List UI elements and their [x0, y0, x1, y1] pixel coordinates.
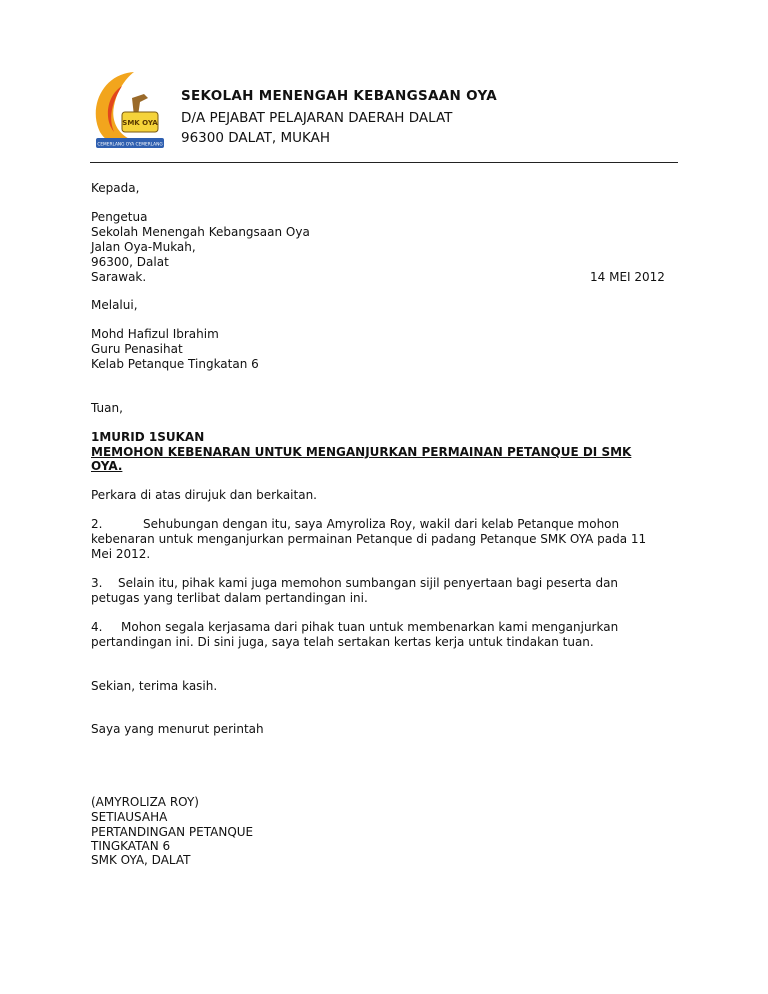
paragraph-number: 3.: [91, 576, 103, 590]
paragraph-4: [91, 620, 618, 635]
school-name: SEKOLAH MENENGAH KEBANGSAAN OYA: [181, 88, 497, 104]
paragraph-2: [91, 517, 619, 532]
subject-tag: 1MURID 1SUKAN: [91, 430, 205, 444]
letter-date: 14 MEI 2012: [590, 270, 665, 284]
signature-line: SETIAUSAHA: [91, 810, 168, 824]
via-line: Mohd Hafizul Ibrahim: [91, 327, 219, 341]
greeting: Tuan,: [91, 401, 123, 415]
signature-line: (AMYROLIZA ROY): [91, 795, 199, 809]
paragraph-number: 4.: [91, 620, 103, 634]
paragraph-number: 2.: [91, 517, 103, 531]
recipient-salutation: Kepada,: [91, 181, 140, 195]
school-address-line1: D/A PEJABAT PELAJARAN DAERAH DALAT: [181, 110, 453, 126]
body-intro: Perkara di atas dirujuk dan berkaitan.: [91, 488, 317, 502]
signature-line: TINGKATAN 6: [91, 839, 171, 853]
paragraph-2-cont: kebenaran untuk menganjurkan permainan Petanque di padang Petanque SMK OYA pada 11: [91, 532, 647, 546]
closing-thanks: Sekian, terima kasih.: [91, 679, 218, 693]
paragraph-text: Mohon segala kerjasama dari pihak tuan untuk membenarkan kami menganjurkan: [121, 620, 619, 634]
recipient-line: Sarawak.: [91, 270, 147, 284]
paragraph-3: [91, 576, 618, 591]
via-line: Guru Penasihat: [91, 342, 183, 356]
paragraph-3-cont: petugas yang terlibat dalam pertandingan ini.: [91, 591, 368, 605]
paragraph-text: Selain itu, pihak kami juga memohon sumbangan sijil penyertaan bagi peserta dan: [118, 576, 619, 590]
recipient-line: Jalan Oya-Mukah,: [91, 240, 196, 254]
recipient-line: 96300, Dalat: [91, 255, 169, 269]
recipient-line: Sekolah Menengah Kebangsaan Oya: [91, 225, 310, 239]
header-divider: [90, 162, 678, 163]
subject-title: MEMOHON KEBENARAN UNTUK MENGANJURKAN PERMAINAN PETANQUE DI SMK: [91, 445, 632, 459]
closing-signoff: Saya yang menurut perintah: [91, 722, 264, 736]
signature-line: PERTANDINGAN PETANQUE: [91, 825, 254, 839]
school-crest-icon: [82, 68, 172, 158]
via-label: Melalui,: [91, 298, 138, 312]
paragraph-4-cont: pertandingan ini. Di sini juga, saya telah sertakan kertas kerja untuk tindakan tuan.: [91, 635, 594, 649]
signature-line: SMK OYA, DALAT: [91, 853, 191, 867]
badge-text: SMK OYA: [122, 119, 158, 127]
recipient-line: Pengetua: [91, 210, 148, 224]
paragraph-text: Sehubungan dengan itu, saya Amyroliza Roy, wakil dari kelab Petanque mohon: [143, 517, 620, 531]
via-line: Kelab Petanque Tingkatan 6: [91, 357, 259, 371]
school-address-line2: 96300 DALAT, MUKAH: [181, 130, 331, 146]
paragraph-2-cont: Mei 2012.: [91, 547, 151, 561]
motto-text: CEMERLANG OYA CEMERLANG: [97, 142, 163, 148]
subject-title-cont: OYA.: [91, 459, 123, 473]
